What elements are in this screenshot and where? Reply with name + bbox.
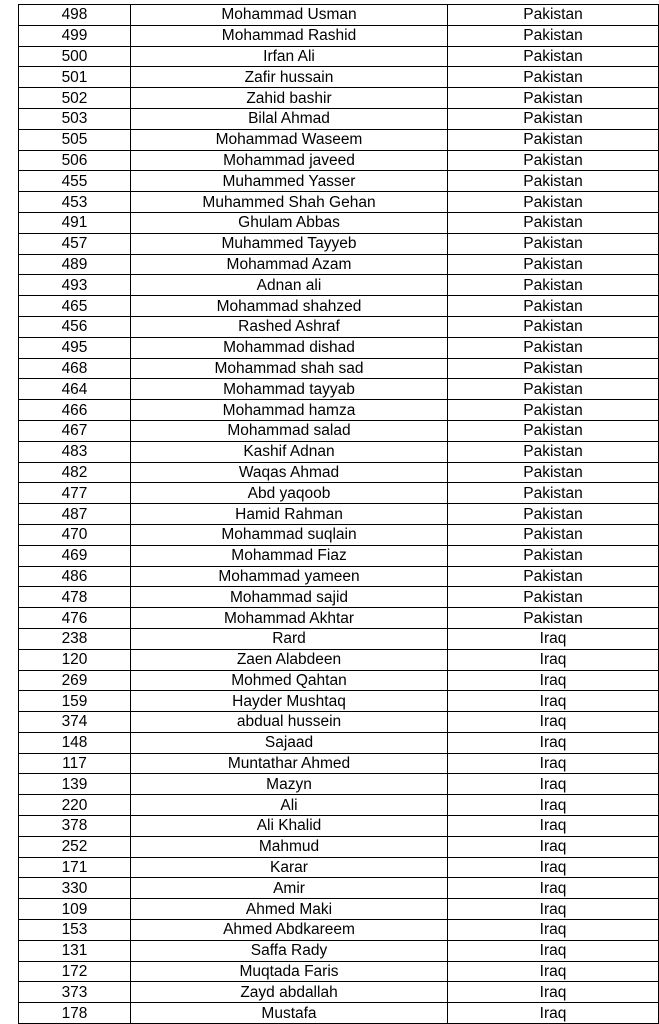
country-cell: Pakistan — [448, 171, 659, 192]
table-row — [19, 732, 659, 753]
id-cell: 171 — [19, 857, 131, 878]
name-cell: Adnan ali — [131, 275, 448, 296]
country-cell: Iraq — [448, 649, 659, 670]
country-cell: Pakistan — [448, 5, 659, 26]
table-row — [19, 920, 659, 941]
country-cell: Iraq — [448, 691, 659, 712]
table-row — [19, 649, 659, 670]
table-row — [19, 337, 659, 358]
table-row — [19, 940, 659, 961]
id-cell: 467 — [19, 420, 131, 441]
name-cell: Hamid Rahman — [131, 504, 448, 525]
table-row — [19, 483, 659, 504]
name-cell: Mohammad Rashid — [131, 25, 448, 46]
id-cell: 506 — [19, 150, 131, 171]
id-cell: 501 — [19, 67, 131, 88]
id-cell: 117 — [19, 753, 131, 774]
country-cell: Pakistan — [448, 67, 659, 88]
name-cell: Mahmud — [131, 836, 448, 857]
id-cell: 495 — [19, 337, 131, 358]
id-cell: 465 — [19, 296, 131, 317]
table-row — [19, 233, 659, 254]
id-cell: 468 — [19, 358, 131, 379]
name-cell: Muqtada Faris — [131, 961, 448, 982]
country-cell: Iraq — [448, 961, 659, 982]
country-cell: Pakistan — [448, 504, 659, 525]
country-cell: Iraq — [448, 712, 659, 733]
name-cell: Ahmed Maki — [131, 899, 448, 920]
table-row — [19, 441, 659, 462]
table-row — [19, 670, 659, 691]
country-cell: Pakistan — [448, 296, 659, 317]
table-row — [19, 961, 659, 982]
name-cell: Muntathar Ahmed — [131, 753, 448, 774]
table-row — [19, 504, 659, 525]
name-cell: abdual hussein — [131, 712, 448, 733]
id-cell: 487 — [19, 504, 131, 525]
id-cell: 502 — [19, 88, 131, 109]
name-cell: Sajaad — [131, 732, 448, 753]
name-cell: Mohammad suqlain — [131, 524, 448, 545]
name-cell: Ali Khalid — [131, 816, 448, 837]
table-row — [19, 212, 659, 233]
id-cell: 469 — [19, 545, 131, 566]
name-cell: Rard — [131, 628, 448, 649]
country-cell: Pakistan — [448, 379, 659, 400]
id-cell: 148 — [19, 732, 131, 753]
id-cell: 269 — [19, 670, 131, 691]
country-cell: Iraq — [448, 732, 659, 753]
id-cell: 252 — [19, 836, 131, 857]
country-cell: Pakistan — [448, 337, 659, 358]
country-cell: Pakistan — [448, 420, 659, 441]
id-cell: 109 — [19, 899, 131, 920]
country-cell: Pakistan — [448, 545, 659, 566]
table-row — [19, 524, 659, 545]
country-cell: Pakistan — [448, 192, 659, 213]
table-row — [19, 462, 659, 483]
country-cell: Pakistan — [448, 524, 659, 545]
id-cell: 483 — [19, 441, 131, 462]
country-cell: Iraq — [448, 920, 659, 941]
country-cell: Iraq — [448, 774, 659, 795]
name-cell: Saffa Rady — [131, 940, 448, 961]
id-cell: 470 — [19, 524, 131, 545]
country-cell: Iraq — [448, 753, 659, 774]
country-cell: Pakistan — [448, 233, 659, 254]
id-cell: 500 — [19, 46, 131, 67]
table-row — [19, 67, 659, 88]
country-cell: Iraq — [448, 899, 659, 920]
country-cell: Iraq — [448, 795, 659, 816]
id-cell: 482 — [19, 462, 131, 483]
country-cell: Pakistan — [448, 46, 659, 67]
name-cell: Rashed Ashraf — [131, 316, 448, 337]
table-row — [19, 275, 659, 296]
name-cell: Mohammad shah sad — [131, 358, 448, 379]
id-cell: 120 — [19, 649, 131, 670]
name-cell: Zahid bashir — [131, 88, 448, 109]
id-cell: 238 — [19, 628, 131, 649]
id-cell: 172 — [19, 961, 131, 982]
id-cell: 478 — [19, 587, 131, 608]
table-row — [19, 88, 659, 109]
country-cell: Iraq — [448, 982, 659, 1003]
country-cell: Pakistan — [448, 25, 659, 46]
table-row — [19, 774, 659, 795]
id-cell: 499 — [19, 25, 131, 46]
country-cell: Pakistan — [448, 108, 659, 129]
table-row — [19, 129, 659, 150]
country-cell: Pakistan — [448, 441, 659, 462]
name-cell: Waqas Ahmad — [131, 462, 448, 483]
table-row — [19, 899, 659, 920]
id-cell: 491 — [19, 212, 131, 233]
table-row — [19, 150, 659, 171]
id-cell: 374 — [19, 712, 131, 733]
name-cell: Mohammad tayyab — [131, 379, 448, 400]
id-cell: 477 — [19, 483, 131, 504]
name-cell: Irfan Ali — [131, 46, 448, 67]
name-cell: Zaen Alabdeen — [131, 649, 448, 670]
id-cell: 159 — [19, 691, 131, 712]
name-cell: Mohammad Akhtar — [131, 608, 448, 629]
name-cell: Mohammad javeed — [131, 150, 448, 171]
id-cell: 493 — [19, 275, 131, 296]
id-cell: 498 — [19, 5, 131, 26]
country-cell: Pakistan — [448, 587, 659, 608]
table-row — [19, 192, 659, 213]
name-cell: Mohmed Qahtan — [131, 670, 448, 691]
country-cell: Pakistan — [448, 358, 659, 379]
name-cell: Ali — [131, 795, 448, 816]
table-row — [19, 628, 659, 649]
name-cell: Mohammad yameen — [131, 566, 448, 587]
table-row — [19, 712, 659, 733]
participants-table — [18, 4, 659, 1024]
name-cell: Abd yaqoob — [131, 483, 448, 504]
name-cell: Mohammad Usman — [131, 5, 448, 26]
id-cell: 178 — [19, 1003, 131, 1024]
country-cell: Pakistan — [448, 275, 659, 296]
name-cell: Mustafa — [131, 1003, 448, 1024]
table-row — [19, 316, 659, 337]
table-row — [19, 795, 659, 816]
id-cell: 455 — [19, 171, 131, 192]
table-row — [19, 379, 659, 400]
name-cell: Mohammad sajid — [131, 587, 448, 608]
country-cell: Iraq — [448, 878, 659, 899]
table-row — [19, 753, 659, 774]
country-cell: Pakistan — [448, 88, 659, 109]
table-row — [19, 691, 659, 712]
name-cell: Mohammad Fiaz — [131, 545, 448, 566]
country-cell: Iraq — [448, 1003, 659, 1024]
name-cell: Kashif Adnan — [131, 441, 448, 462]
country-cell: Iraq — [448, 628, 659, 649]
table-body — [19, 5, 659, 1024]
table-row — [19, 878, 659, 899]
name-cell: Hayder Mushtaq — [131, 691, 448, 712]
table-row — [19, 566, 659, 587]
table-row — [19, 982, 659, 1003]
table-row — [19, 296, 659, 317]
table-row — [19, 358, 659, 379]
id-cell: 486 — [19, 566, 131, 587]
country-cell: Pakistan — [448, 400, 659, 421]
id-cell: 220 — [19, 795, 131, 816]
country-cell: Pakistan — [448, 462, 659, 483]
name-cell: Mazyn — [131, 774, 448, 795]
id-cell: 457 — [19, 233, 131, 254]
id-cell: 505 — [19, 129, 131, 150]
country-cell: Pakistan — [448, 316, 659, 337]
country-cell: Iraq — [448, 836, 659, 857]
country-cell: Pakistan — [448, 608, 659, 629]
name-cell: Mohammad dishad — [131, 337, 448, 358]
name-cell: Zafir hussain — [131, 67, 448, 88]
country-cell: Pakistan — [448, 150, 659, 171]
id-cell: 464 — [19, 379, 131, 400]
country-cell: Pakistan — [448, 483, 659, 504]
country-cell: Iraq — [448, 857, 659, 878]
table-row — [19, 545, 659, 566]
country-cell: Pakistan — [448, 254, 659, 275]
country-cell: Pakistan — [448, 212, 659, 233]
name-cell: Ghulam Abbas — [131, 212, 448, 233]
id-cell: 503 — [19, 108, 131, 129]
id-cell: 466 — [19, 400, 131, 421]
table-row — [19, 25, 659, 46]
name-cell: Karar — [131, 857, 448, 878]
table-row — [19, 816, 659, 837]
country-cell: Pakistan — [448, 566, 659, 587]
name-cell: Zayd abdallah — [131, 982, 448, 1003]
country-cell: Iraq — [448, 670, 659, 691]
id-cell: 476 — [19, 608, 131, 629]
id-cell: 139 — [19, 774, 131, 795]
id-cell: 373 — [19, 982, 131, 1003]
table-row — [19, 836, 659, 857]
table-row — [19, 254, 659, 275]
name-cell: Bilal Ahmad — [131, 108, 448, 129]
name-cell: Mohammad salad — [131, 420, 448, 441]
table-row — [19, 587, 659, 608]
name-cell: Muhammed Yasser — [131, 171, 448, 192]
name-cell: Mohammad Azam — [131, 254, 448, 275]
id-cell: 456 — [19, 316, 131, 337]
name-cell: Ahmed Abdkareem — [131, 920, 448, 941]
table-row — [19, 857, 659, 878]
name-cell: Mohammad shahzed — [131, 296, 448, 317]
id-cell: 489 — [19, 254, 131, 275]
name-cell: Mohammad Waseem — [131, 129, 448, 150]
table-row — [19, 171, 659, 192]
name-cell: Muhammed Shah Gehan — [131, 192, 448, 213]
table-row — [19, 400, 659, 421]
table-row — [19, 608, 659, 629]
name-cell: Muhammed Tayyeb — [131, 233, 448, 254]
id-cell: 378 — [19, 816, 131, 837]
name-cell: Mohammad hamza — [131, 400, 448, 421]
table-row — [19, 5, 659, 26]
id-cell: 330 — [19, 878, 131, 899]
table-row — [19, 1003, 659, 1024]
country-cell: Pakistan — [448, 129, 659, 150]
table-row — [19, 46, 659, 67]
name-cell: Amir — [131, 878, 448, 899]
id-cell: 453 — [19, 192, 131, 213]
table-row — [19, 108, 659, 129]
country-cell: Iraq — [448, 816, 659, 837]
id-cell: 153 — [19, 920, 131, 941]
country-cell: Iraq — [448, 940, 659, 961]
table-row — [19, 420, 659, 441]
id-cell: 131 — [19, 940, 131, 961]
